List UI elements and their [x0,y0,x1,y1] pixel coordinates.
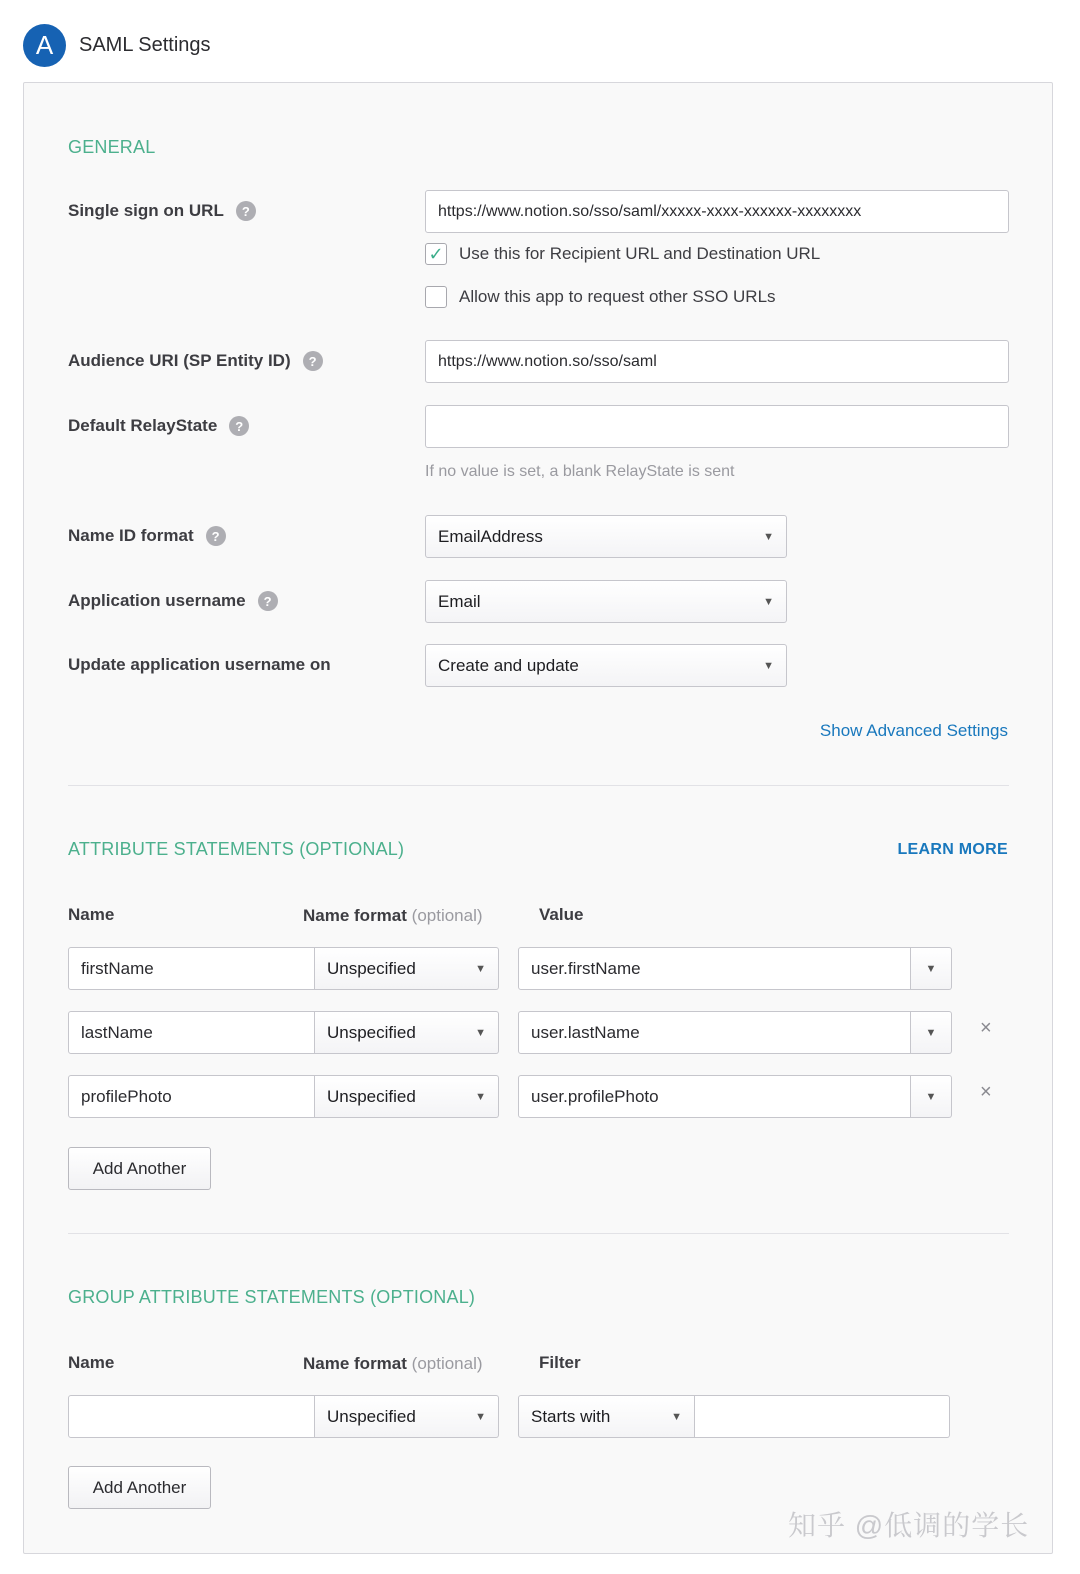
caret-down-icon: ▼ [763,659,774,672]
attribute-format-value: Unspecified [327,1086,416,1106]
attribute-format-value: Unspecified [327,958,416,978]
group-format-select[interactable] [315,1395,499,1438]
group-filter-combo [518,1395,950,1438]
group-filter-type-select[interactable] [518,1395,695,1438]
attribute-name-input[interactable]: lastName [68,1011,315,1054]
caret-down-icon: ▼ [475,962,486,975]
audience-uri-input[interactable]: https://www.notion.so/sso/saml [425,340,1009,383]
other-sso-checkbox[interactable] [425,286,447,308]
attribute-name-input[interactable]: profilePhoto [68,1075,315,1118]
attribute-row [68,1075,499,1118]
section-divider [68,785,1009,786]
recipient-url-checkbox-label: Use this for Recipient URL and Destination URL [459,244,821,263]
relay-state-label-text: Default RelayState [68,416,218,435]
update-username-label-text: Update application username on [68,655,331,674]
page-title: SAML Settings [79,33,211,56]
help-icon[interactable]: ? [206,526,226,546]
name-id-format-select[interactable] [425,515,787,558]
group-col-format-text: Name format [303,1354,407,1373]
attribute-row [68,947,499,990]
other-sso-checkbox-label: Allow this app to request other SSO URLs [459,287,776,306]
attribute-value-combo [518,1011,952,1054]
attribute-name-input[interactable]: firstName [68,947,315,990]
caret-down-icon: ▼ [763,530,774,543]
sso-url-label-text: Single sign on URL [68,201,224,220]
caret-down-icon: ▼ [475,1410,486,1423]
attribute-value-input[interactable]: user.lastName [518,1011,911,1054]
group-name-input[interactable] [68,1395,315,1438]
attribute-format-select[interactable] [315,1075,499,1118]
caret-down-icon: ▼ [763,595,774,608]
attr-col-format-text: Name format [303,906,407,925]
group-attribute-row [68,1395,499,1438]
relay-state-label [68,416,249,436]
group-filter-value-input[interactable] [695,1395,950,1438]
group-col-filter: Filter [539,1353,581,1372]
name-id-format-value: EmailAddress [438,526,543,546]
group-format-value: Unspecified [327,1406,416,1426]
recipient-url-checkbox-row[interactable] [425,243,820,265]
update-username-select[interactable] [425,644,787,687]
group-col-name: Name [68,1353,115,1372]
attr-col-name: Name [68,905,115,924]
caret-down-icon: ▼ [925,1026,937,1039]
close-icon[interactable]: × [980,1081,992,1103]
caret-down-icon: ▼ [925,962,937,975]
checkmark-icon: ✓ [428,243,444,264]
group-attribute-statements-title: GROUP ATTRIBUTE STATEMENTS (OPTIONAL) [68,1287,476,1307]
name-id-format-label [68,526,226,546]
caret-down-icon: ▼ [671,1410,682,1423]
attribute-value-combo [518,947,952,990]
general-section-title: GENERAL [68,137,156,157]
app-avatar: A [23,24,66,67]
update-username-label [68,655,331,675]
attribute-value-dropdown[interactable] [911,1011,952,1054]
help-icon[interactable]: ? [303,351,323,371]
update-username-value: Create and update [438,655,579,675]
relay-state-hint: If no value is set, a blank RelayState is sent [425,463,735,480]
saml-settings-panel [23,82,1053,1554]
help-icon[interactable]: ? [236,201,256,221]
relay-state-input[interactable] [425,405,1009,448]
other-sso-checkbox-row[interactable] [425,286,776,308]
attribute-value-dropdown[interactable] [911,947,952,990]
attribute-value-combo [518,1075,952,1118]
show-advanced-settings-link[interactable]: Show Advanced Settings [819,721,1008,740]
learn-more-link[interactable]: LEARN MORE [897,841,1008,858]
watermark: 知乎 @低调的学长 [788,1510,1030,1541]
attribute-value-input[interactable]: user.profilePhoto [518,1075,911,1118]
attribute-format-select[interactable] [315,947,499,990]
help-icon[interactable]: ? [258,591,278,611]
attribute-row [68,1011,499,1054]
group-col-format [303,1354,483,1374]
app-username-value: Email [438,591,481,611]
add-attribute-button[interactable]: Add Another [68,1147,211,1190]
app-username-label-text: Application username [68,591,246,610]
recipient-url-checkbox[interactable] [425,243,447,265]
audience-uri-label-text: Audience URI (SP Entity ID) [68,351,291,370]
name-id-format-label-text: Name ID format [68,526,194,545]
add-group-attribute-button[interactable]: Add Another [68,1466,211,1509]
attribute-value-input[interactable]: user.firstName [518,947,911,990]
group-filter-type-value: Starts with [531,1406,611,1426]
sso-url-label [68,201,256,221]
app-username-label [68,591,278,611]
close-icon[interactable]: × [980,1017,992,1039]
attr-col-format [303,906,483,926]
caret-down-icon: ▼ [475,1026,486,1039]
attribute-format-select[interactable] [315,1011,499,1054]
sso-url-input[interactable]: https://www.notion.so/sso/saml/xxxxx-xxxx-xxxxxx-xxxxxxxx [425,190,1009,233]
caret-down-icon: ▼ [475,1090,486,1103]
help-icon[interactable]: ? [229,416,249,436]
attribute-value-dropdown[interactable] [911,1075,952,1118]
attribute-format-value: Unspecified [327,1022,416,1042]
app-header [23,23,211,67]
group-col-format-optional: (optional) [411,1354,483,1373]
attr-col-format-optional: (optional) [411,906,483,925]
attr-col-value: Value [539,905,584,924]
caret-down-icon: ▼ [925,1090,937,1103]
section-divider [68,1233,1009,1234]
audience-uri-label [68,351,323,371]
app-username-select[interactable] [425,580,787,623]
attribute-statements-title: ATTRIBUTE STATEMENTS (OPTIONAL) [68,839,405,859]
